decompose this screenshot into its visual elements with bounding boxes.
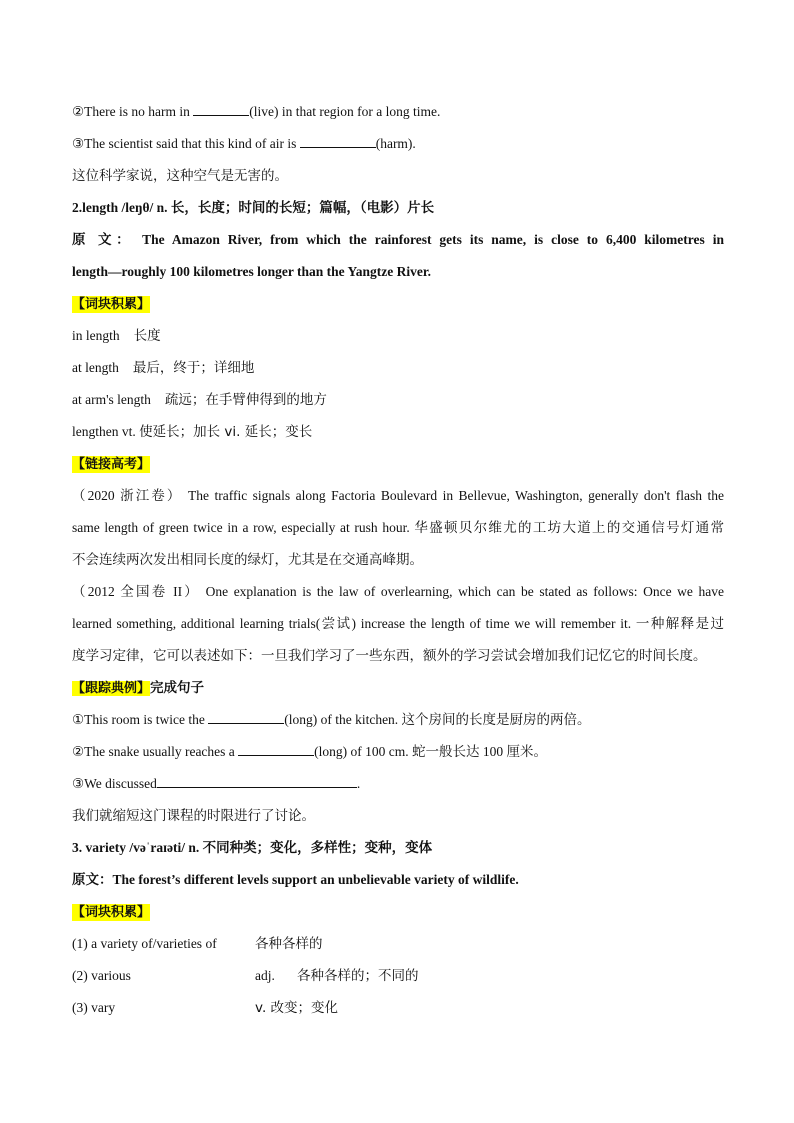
exam-example-line: 度学习定律，它可以表述如下：一旦我们学习了一些东西，额外的学习尝试会增加我们记忆它的时间长度。 bbox=[72, 648, 707, 663]
exercise-number: ③ bbox=[72, 136, 85, 151]
entry-heading-variety: 3. variety /vəˈraɪəti/ n. 不同种类；变化，多样性；变种，变体 bbox=[72, 840, 433, 855]
section-tag-phrases: 【词块积累】 bbox=[72, 297, 151, 312]
phrase-item: (2) various adj. 各种各样的；不同的 bbox=[72, 968, 419, 984]
exercise-text-before: The scientist said that this kind of air is bbox=[84, 136, 300, 151]
original-sentence-line: 原 文： The Amazon River, from which the rainforest gets its name, is close to 6,400 kilometres in bbox=[72, 232, 724, 247]
original-sentence-line: length—roughly 100 kilometres longer than the Yangtze River. bbox=[72, 264, 431, 279]
answer-blank[interactable] bbox=[208, 709, 284, 724]
exercise-harm bbox=[72, 128, 724, 160]
exam-example-line: （2012 全国卷 II） One explanation is the law of overlearning, which can be stated as follows: Once we have bbox=[72, 584, 724, 599]
phrase-item: (3) vary v. 改变；变化 bbox=[72, 1000, 339, 1016]
answer-blank[interactable] bbox=[300, 133, 376, 148]
exam-example-line: same length of green twice in a row, especially at rush hour. 华盛顿贝尔维尤的工坊大道上的交通信号灯通常 bbox=[72, 520, 724, 535]
practice-item: ②The snake usually reaches a (long) of 100 cm. 蛇一般长达 100 厘米。 bbox=[72, 736, 724, 768]
original-sentence-line: 原文：The forest’s different levels support an unbelievable variety of wildlife. bbox=[72, 872, 519, 887]
answer-blank[interactable] bbox=[193, 101, 249, 116]
exam-example-line: learned something, additional learning trials(尝试) increase the length of time we will remember it. 一种解释是过 bbox=[72, 616, 724, 631]
section-tag-phrases: 【词块积累】 bbox=[72, 905, 151, 920]
translation: 我们就缩短这门课程的时限进行了讨论。 bbox=[72, 808, 315, 824]
section-tag-practice: 【跟踪典例】完成句子 bbox=[72, 680, 205, 696]
section-tag-exam: 【链接高考】 bbox=[72, 457, 151, 472]
practice-item: ③We discussed . bbox=[72, 768, 724, 800]
phrase-item: in length 长度 bbox=[72, 328, 161, 344]
exercise-text-after: (harm). bbox=[375, 136, 416, 151]
practice-title: 完成句子 bbox=[150, 680, 205, 696]
phrase-item: (1) a variety of/varieties of 各种各样的 bbox=[72, 936, 323, 952]
answer-blank[interactable] bbox=[157, 773, 357, 788]
exam-example-line: 不会连续两次发出相同长度的绿灯，尤其是在交通高峰期。 bbox=[72, 552, 423, 567]
practice-item: ①This room is twice the (long) of the kitchen. 这个房间的长度是厨房的两倍。 bbox=[72, 704, 724, 736]
phrase-item: at length 最后，终于；详细地 bbox=[72, 360, 255, 376]
exam-example-line: （2020 浙江卷） The traffic signals along Factoria Boulevard in Bellevue, Washington, generally don't flash the bbox=[72, 488, 724, 503]
translation: 这位科学家说，这种空气是无害的。 bbox=[72, 168, 288, 184]
answer-blank[interactable] bbox=[238, 741, 314, 756]
exercise-number: ② bbox=[72, 104, 85, 119]
phrase-item: at arm's length 疏远；在手臂伸得到的地方 bbox=[72, 392, 327, 408]
entry-heading-length: 2.length /leŋθ/ n. 长，长度；时间的长短；篇幅，（电影）片长 bbox=[72, 200, 435, 215]
document-page bbox=[72, 96, 724, 1024]
exercise-live bbox=[72, 96, 724, 128]
exercise-text-after: (live) in that region for a long time. bbox=[249, 104, 441, 119]
exercise-text-before: There is no harm in bbox=[84, 104, 194, 119]
phrase-item: lengthen vt. 使延长；加长 vi. 延长；变长 bbox=[72, 424, 313, 440]
